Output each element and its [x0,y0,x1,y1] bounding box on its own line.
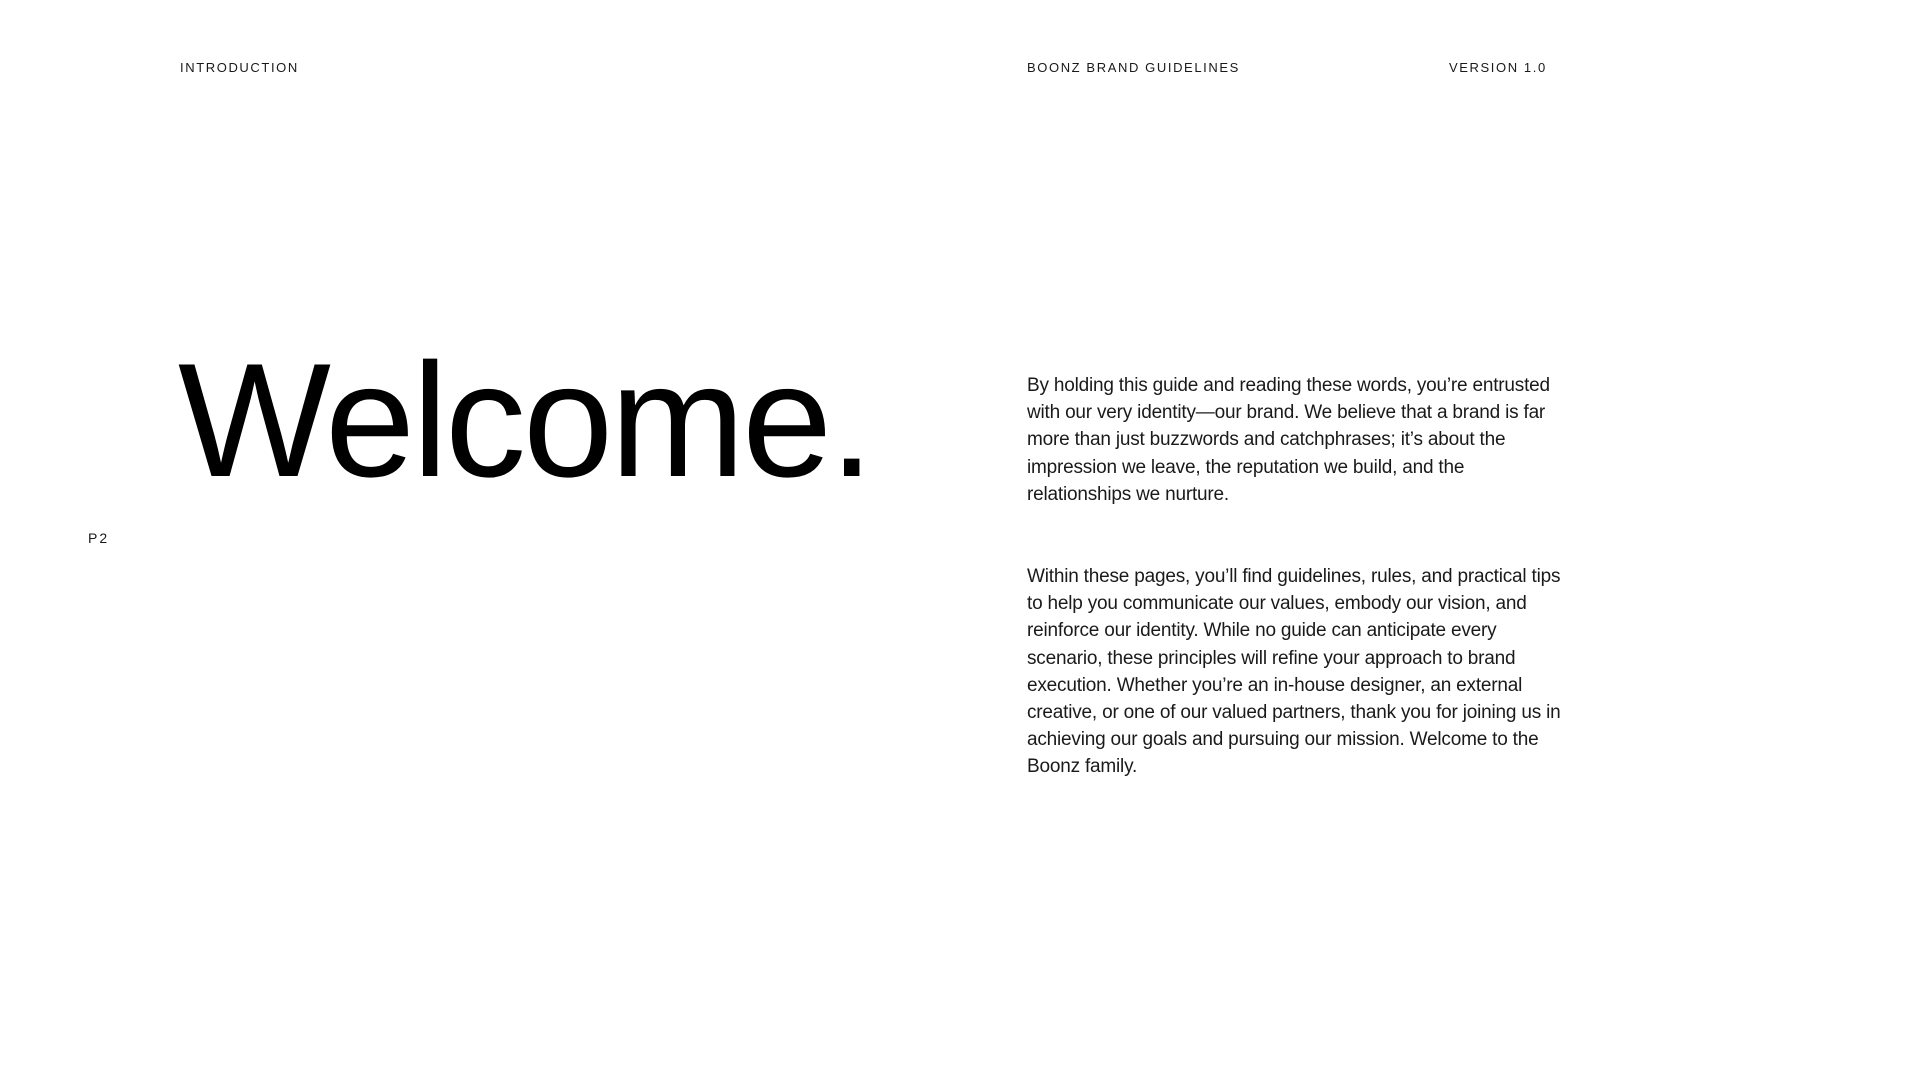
document-title: BOONZ BRAND GUIDELINES [1027,60,1240,75]
intro-paragraph-1: By holding this guide and reading these words, you’re entrusted with our very identity—our brand. We believe that a brand is far more than just buzzwords and catchphrases; it’s about the impression we leave, the reputation we build, and the relationships we nurture. [1027,375,1550,505]
intro-paragraph-2: Within these pages, you’ll find guidelines, rules, and practical tips to help you communicate our values, embody our vision, and reinforce our identity. While no guide can anticipate every scenario, these principles will refine your approach to brand execution. Whether you’re an in-house designer, an external creative, or one of our valued partners, thank you for joining us in achieving our goals and pursuing our mission. Welcome to the Boonz family. [1027,566,1561,778]
page-number: P2 [88,530,110,546]
section-label: INTRODUCTION [180,60,299,75]
page-heading: Welcome. [178,330,872,511]
version-label: VERSION 1.0 [1449,60,1547,75]
